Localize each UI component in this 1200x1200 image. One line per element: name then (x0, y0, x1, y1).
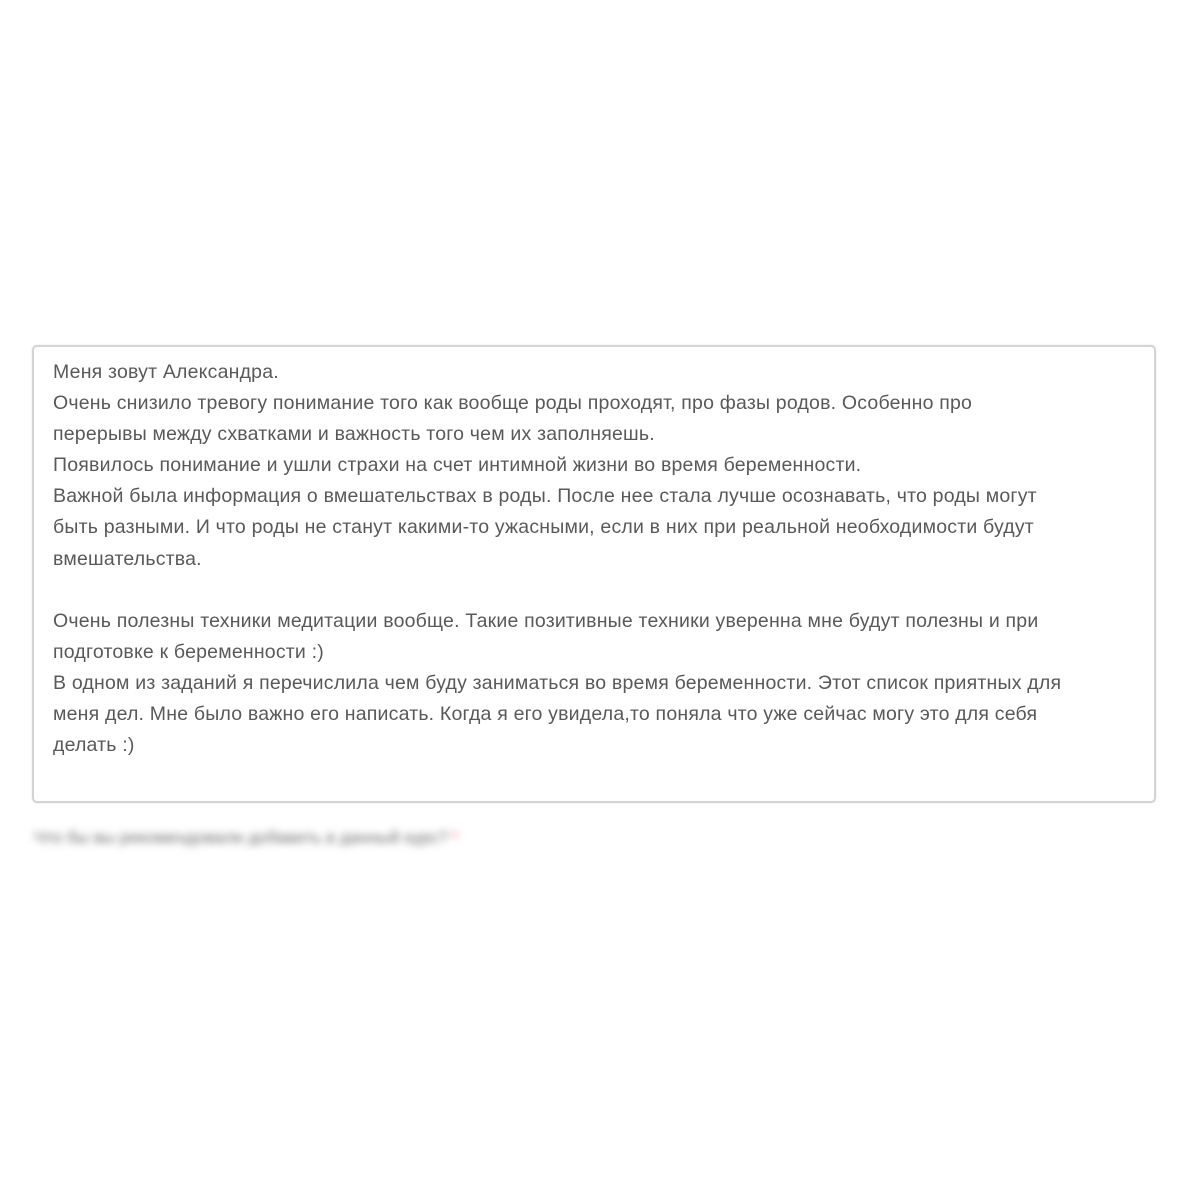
text-line: меня дел. Мне было важно его написать. Когда я его увидела,то поняла что уже сейчас могу это для себя (53, 703, 1038, 726)
text-line (53, 575, 1140, 606)
text-line: Очень полезны техники медитации вообще. Такие позитивные техники уверенна мне будут полезны и при (53, 609, 1039, 632)
text-line: В одном из заданий я перечислила чем буду заниматься во время беременности. Этот список приятных для (53, 671, 1062, 694)
text-line: Меня зовут Александра. (53, 361, 279, 383)
feedback-textarea[interactable] (32, 345, 1156, 803)
text-line: Появилось понимание и ушли страхи на счет интимной жизни во время беременности. (53, 454, 862, 477)
text-line: перерывы между схватками и важность того чем их заполняешь. (53, 423, 655, 446)
text-line: Очень снизило тревогу понимание того как вообще роды проходят, про фазы родов. Особенно про (53, 392, 973, 415)
required-mark: * (451, 828, 459, 847)
text-line: Важной была информация о вмешательствах в роды. После нее стала лучше осознавать, что роды могут (53, 485, 1037, 508)
question-text: Что бы вы рекомендовали добавить в данный курс? (34, 828, 448, 847)
text-line: подготовке к беременности :) (53, 640, 324, 663)
text-line: вмешательства. (53, 547, 202, 570)
next-question-label (34, 828, 458, 848)
text-line: делать :) (53, 734, 135, 757)
feedback-text (53, 357, 1140, 761)
text-line: быть разными. И что роды не станут какими-то ужасными, если в них при реальной необходимости будут (53, 516, 1034, 539)
